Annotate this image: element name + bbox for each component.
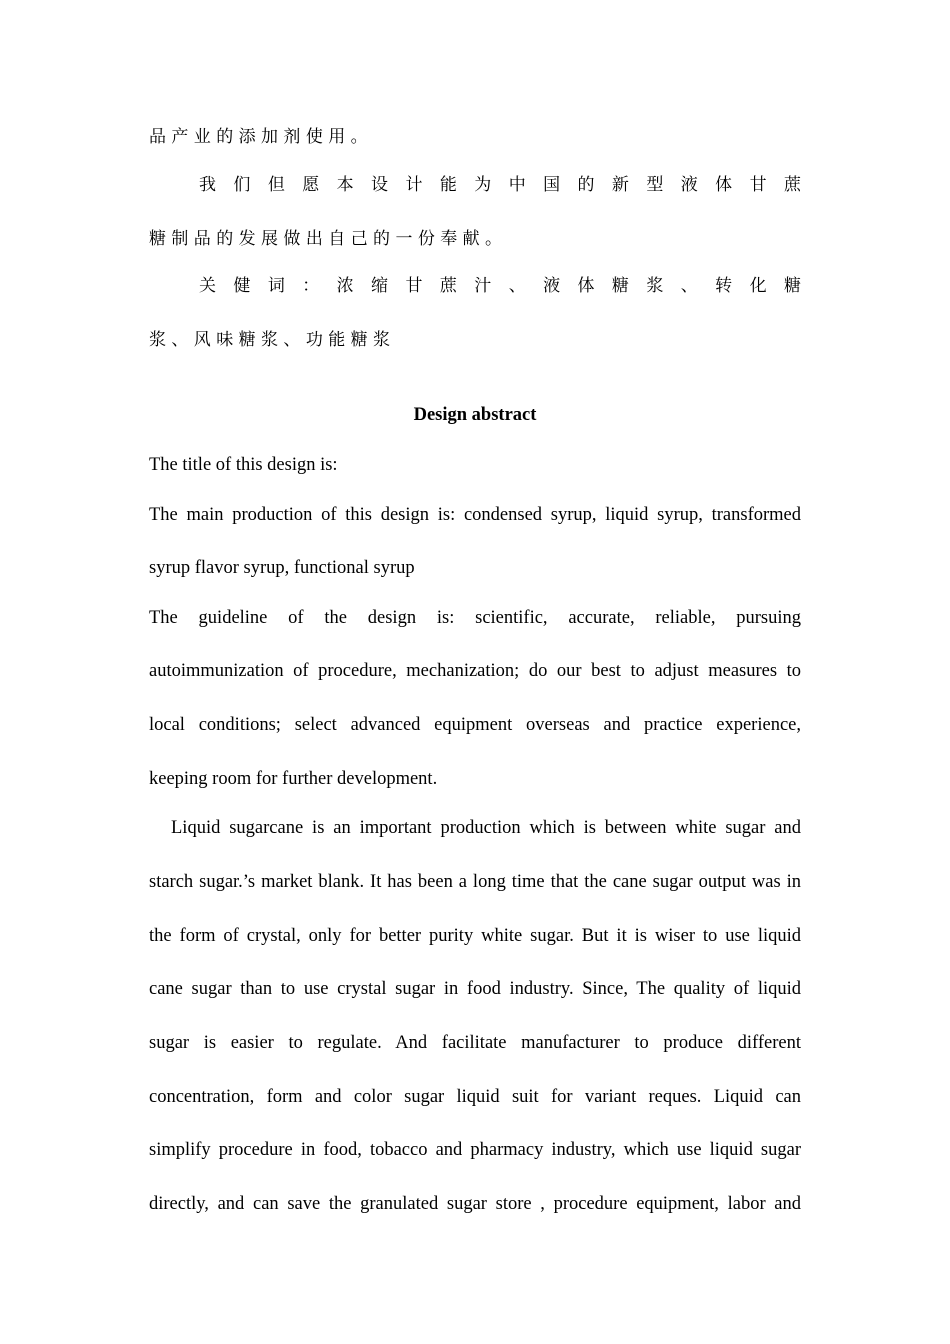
paragraph-line-1: Liquid sugarcane is an important production which is between white sugar and bbox=[171, 818, 801, 838]
paragraph-line-3: the form of crystal, only for better purity white sugar. But it is wiser to use liquid bbox=[149, 926, 801, 946]
guideline-line-3: local conditions; select advanced equipment overseas and practice experience, bbox=[149, 715, 801, 735]
chinese-line-3: 糖 制 品 的 发 展 做 出 自 己 的 一 份 奉 献 。 bbox=[149, 229, 503, 249]
chinese-line-1: 品 产 业 的 添 加 剂 使 用 。 bbox=[149, 127, 368, 147]
guideline-line-2: autoimmunization of procedure, mechanization; do our best to adjust measures to bbox=[149, 661, 801, 681]
paragraph-line-5: sugar is easier to regulate. And facilitate manufacturer to produce different bbox=[149, 1033, 801, 1053]
production-line-2: syrup flavor syrup, functional syrup bbox=[149, 558, 415, 578]
guideline-line-1: The guideline of the design is: scientific, accurate, reliable, pursuing bbox=[149, 608, 801, 628]
paragraph-line-2: starch sugar.’s market blank. It has been a long time that the cane sugar output was in bbox=[149, 872, 801, 892]
paragraph-line-4: cane sugar than to use crystal sugar in food industry. Since, The quality of liquid bbox=[149, 979, 801, 999]
chinese-line-2: 我 们 但 愿 本 设 计 能 为 中 国 的 新 型 液 体 甘 蔗 bbox=[199, 175, 801, 195]
paragraph-line-8: directly, and can save the granulated sugar store , procedure equipment, labor and bbox=[149, 1194, 801, 1214]
production-line-1: The main production of this design is: condensed syrup, liquid syrup, transformed bbox=[149, 505, 801, 525]
keywords-line-2: 浆 、 风 味 糖 浆 、 功 能 糖 浆 bbox=[149, 330, 391, 350]
section-heading: Design abstract bbox=[413, 405, 537, 425]
paragraph-line-6: concentration, form and color sugar liquid suit for variant reques. Liquid can bbox=[149, 1087, 801, 1107]
guideline-line-4: keeping room for further development. bbox=[149, 769, 438, 789]
title-line: The title of this design is: bbox=[149, 455, 338, 475]
paragraph-line-7: simplify procedure in food, tobacco and pharmacy industry, which use liquid sugar bbox=[149, 1140, 801, 1160]
keywords-line-1: 关 健 词 ： 浓 缩 甘 蔗 汁 、 液 体 糖 浆 、 转 化 糖 bbox=[199, 276, 801, 296]
